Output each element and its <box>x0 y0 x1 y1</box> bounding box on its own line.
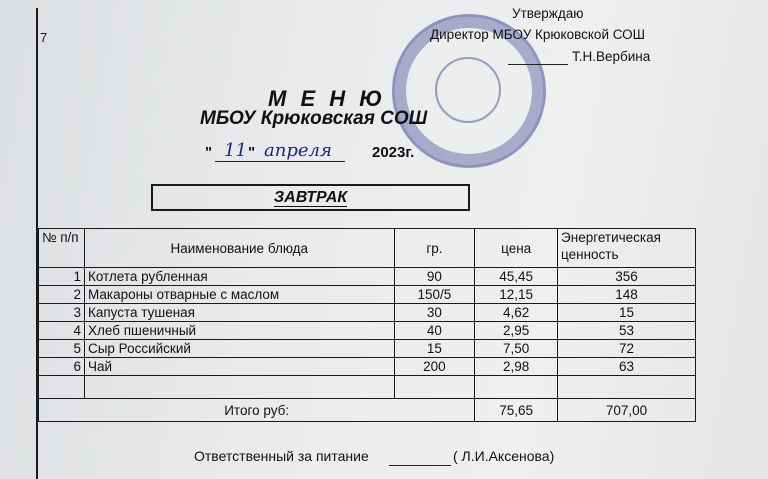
row-num: 4 <box>39 322 85 340</box>
row-price: 7,50 <box>475 340 558 358</box>
row-energy: 356 <box>558 268 696 286</box>
row-weight: 30 <box>394 304 475 322</box>
header-num: № п/п <box>39 229 85 268</box>
row-price: 2,98 <box>475 358 558 376</box>
row-name: Сыр Российский <box>84 340 394 358</box>
empty-cell <box>84 376 394 399</box>
row-energy: 72 <box>558 340 696 358</box>
table-row <box>39 286 696 304</box>
menu-title: М Е Н Ю <box>268 86 387 111</box>
row-name: Котлета рубленная <box>84 268 394 286</box>
responsible-label: Ответственный за питание <box>194 448 369 464</box>
row-name: Макароны отварные с маслом <box>84 286 394 304</box>
table-row <box>39 304 696 322</box>
empty-cell <box>558 376 696 399</box>
empty-cell <box>39 376 85 399</box>
table-header-row <box>39 229 696 268</box>
table-row <box>39 358 696 376</box>
row-num: 2 <box>39 286 85 304</box>
table-total-row <box>39 399 696 422</box>
empty-cell <box>475 376 558 399</box>
row-energy: 53 <box>558 322 696 340</box>
header-name: Наименование блюда <box>84 229 394 268</box>
row-price: 45,45 <box>475 268 558 286</box>
date-year: 2023г. <box>372 144 415 161</box>
meal-heading-text: ЗАВТРАК <box>273 189 348 206</box>
row-num: 1 <box>39 268 85 286</box>
row-energy: 148 <box>558 286 696 304</box>
row-weight: 40 <box>394 322 475 340</box>
table-row <box>39 268 696 286</box>
row-energy: 15 <box>558 304 696 322</box>
date-quote-open: " <box>205 144 213 161</box>
header-weight: гр. <box>394 229 475 268</box>
approval-line-2: Директор МБОУ Крюковской СОШ <box>430 27 646 42</box>
director-signature-line <box>508 64 568 65</box>
row-price: 12,15 <box>475 286 558 304</box>
approval-line-1: Утверждаю <box>512 6 584 21</box>
total-price: 75,65 <box>475 399 558 422</box>
date-month: апреля <box>264 140 332 161</box>
date-day: 11 <box>224 140 247 161</box>
table-row <box>39 340 696 358</box>
row-num: 6 <box>39 358 85 376</box>
approval-line-3: Т.Н.Вербина <box>572 49 651 64</box>
row-price: 4,62 <box>475 304 558 322</box>
row-price: 2,95 <box>475 322 558 340</box>
header-price: цена <box>475 229 558 268</box>
table-row <box>39 322 696 340</box>
date-quote-close: " <box>248 144 256 161</box>
header-energy: Энергетическая ценность <box>558 229 696 268</box>
meal-heading <box>151 184 470 211</box>
row-energy: 63 <box>558 358 696 376</box>
row-weight: 150/5 <box>394 286 475 304</box>
row-weight: 15 <box>394 340 475 358</box>
stamp-emblem <box>435 57 501 123</box>
school-name: МБОУ Крюковская СОШ <box>200 108 428 129</box>
row-num: 5 <box>39 340 85 358</box>
row-weight: 200 <box>394 358 475 376</box>
row-name: Капуста тушеная <box>84 304 394 322</box>
menu-table <box>38 228 696 422</box>
page-number: 7 <box>40 30 48 45</box>
responsible-name: ( Л.И.Аксенова) <box>453 448 555 464</box>
row-num: 3 <box>39 304 85 322</box>
date-underline <box>215 161 345 162</box>
row-name: Хлеб пшеничный <box>84 322 394 340</box>
row-weight: 90 <box>394 268 475 286</box>
total-energy: 707,00 <box>558 399 696 422</box>
total-label: Итого руб: <box>39 399 475 422</box>
row-name: Чай <box>84 358 394 376</box>
responsible-signature <box>389 447 451 466</box>
empty-cell <box>394 376 475 399</box>
table-row-empty <box>39 376 696 399</box>
